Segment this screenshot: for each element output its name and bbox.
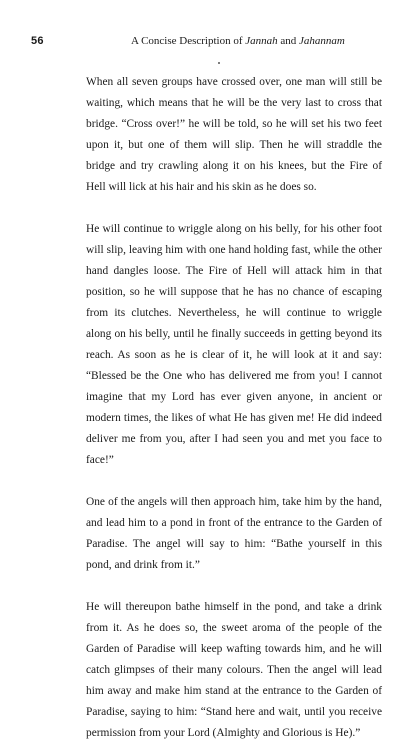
paragraph-entrance-wait: He will thereupon bathe himself in the pond, and take a drink from it. As he does so, the sweet aroma of the people of the Garden of Paradise will keep wafting towards him, and he will catch glimpses of their many colours. Then the angel will lead him away and make him stand at the entrance to the Garden of Paradise, saying to him: “Stand here and wait, until you receive permission from your Lord (Almighty and Glorious is He).” [86,601,382,739]
body-text [86,72,382,744]
running-head [131,35,345,47]
ink-speck [218,62,220,64]
running-head-term-jannah: Jannah [245,35,278,47]
running-head-joiner: and [277,35,300,47]
paragraph-angel-pond: One of the angels will then approach him, take him by the hand, and lead him to a pond in front of the entrance to the Garden of Paradise. The angel will say to him: “Bathe yourself in this pond, and drink from it.” [86,496,382,571]
running-head-term-jahannam: Jahannam [299,35,345,47]
paragraph-wriggling-escape: He will continue to wriggle along on his belly, for his other foot will slip, leaving him with one hand holding fast, while the other hand dangles loose. The Fire of Hell will attack him in that position, so he will suppose that he has no chance of escaping from its clutches. Nevertheless, he will continue to wriggle along on his belly, until he finally succeeds in getting beyond its reach. As soon as he is clear of it, he will look at it and say: “Blessed be the One who has delivered me from you! I cannot imagine that my Lord has ever given anyone, in ancient or modern times, the likes of what He has given me! He did indeed deliver me from you, after I had seen you and met you face to face!” [86,223,382,466]
paragraph-crossing-bridge: When all seven groups have crossed over, one man will still be waiting, which means that he will be the very last to cross that bridge. “Cross over!” he will be told, so he will set his two feet upon it, but one of them will slip. Then he will straddle the bridge and try crawling along it on his knees, but the Fire of Hell will lick at his hair and his skin as he does so. [86,76,382,193]
running-head-prefix: A Concise Description of [131,35,246,47]
page-number: 56 [31,35,44,47]
